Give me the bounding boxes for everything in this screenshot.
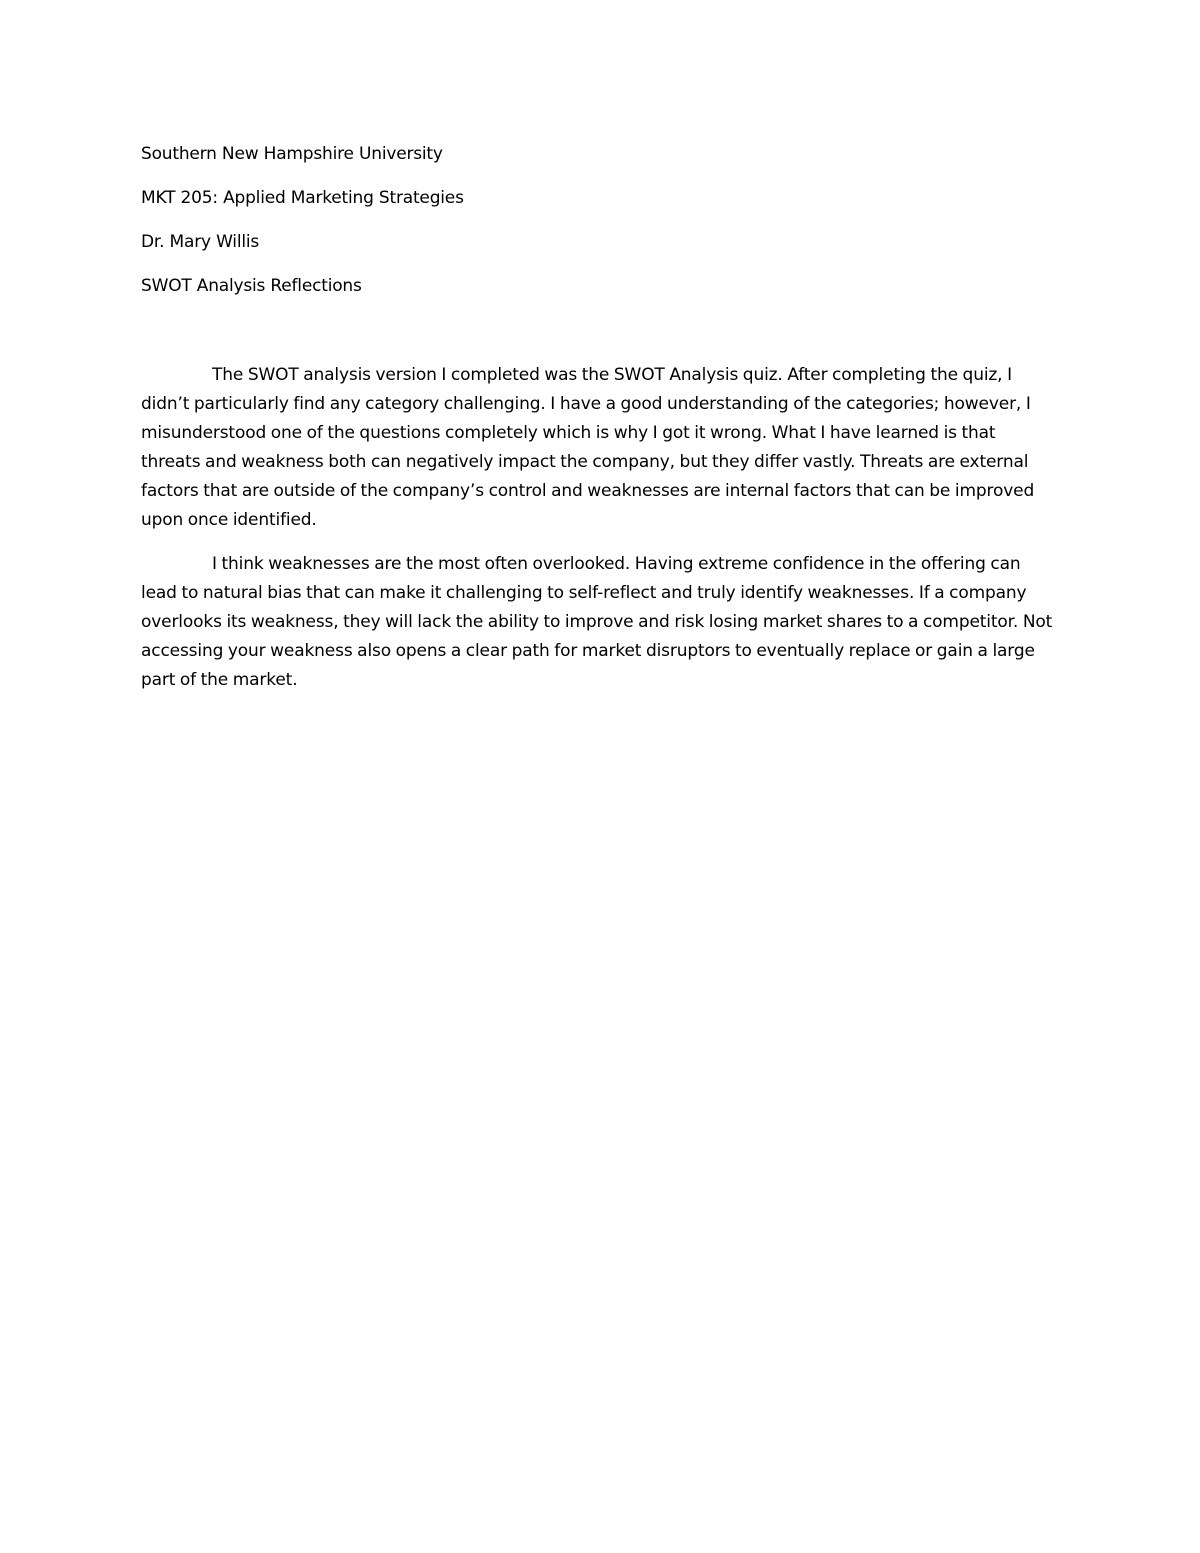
document-body: [141, 361, 1057, 710]
instructor-name: Dr. Mary Willis: [141, 232, 260, 252]
institution-name: Southern New Hampshire University: [141, 144, 443, 164]
paragraph-2: I think weaknesses are the most often overlooked. Having extreme confidence in the offering can lead to natural bias that can make it challenging to self-reflect and truly identify weaknesses. If a company overlooks its weakness, they will lack the ability to improve and risk losing market shares to a competitor. Not accessing your weakness also opens a clear path for market disruptors to eventually replace or gain a large part of the market.: [141, 554, 1053, 690]
document-title: SWOT Analysis Reflections: [141, 276, 362, 296]
paragraph-1: The SWOT analysis version I completed was the SWOT Analysis quiz. After completing the quiz, I didn’t particularly find any category challenging. I have a good understanding of the categories; however, I misunderstood one of the questions completely which is why I got it wrong. What I have learned is that threats and weakness both can negatively impact the company, but they differ vastly. Threats are external factors that are outside of the company’s control and weaknesses are internal factors that can be improved upon once identified.: [141, 365, 1035, 530]
document-header: [141, 140, 1061, 316]
course-name: MKT 205: Applied Marketing Strategies: [141, 188, 464, 208]
